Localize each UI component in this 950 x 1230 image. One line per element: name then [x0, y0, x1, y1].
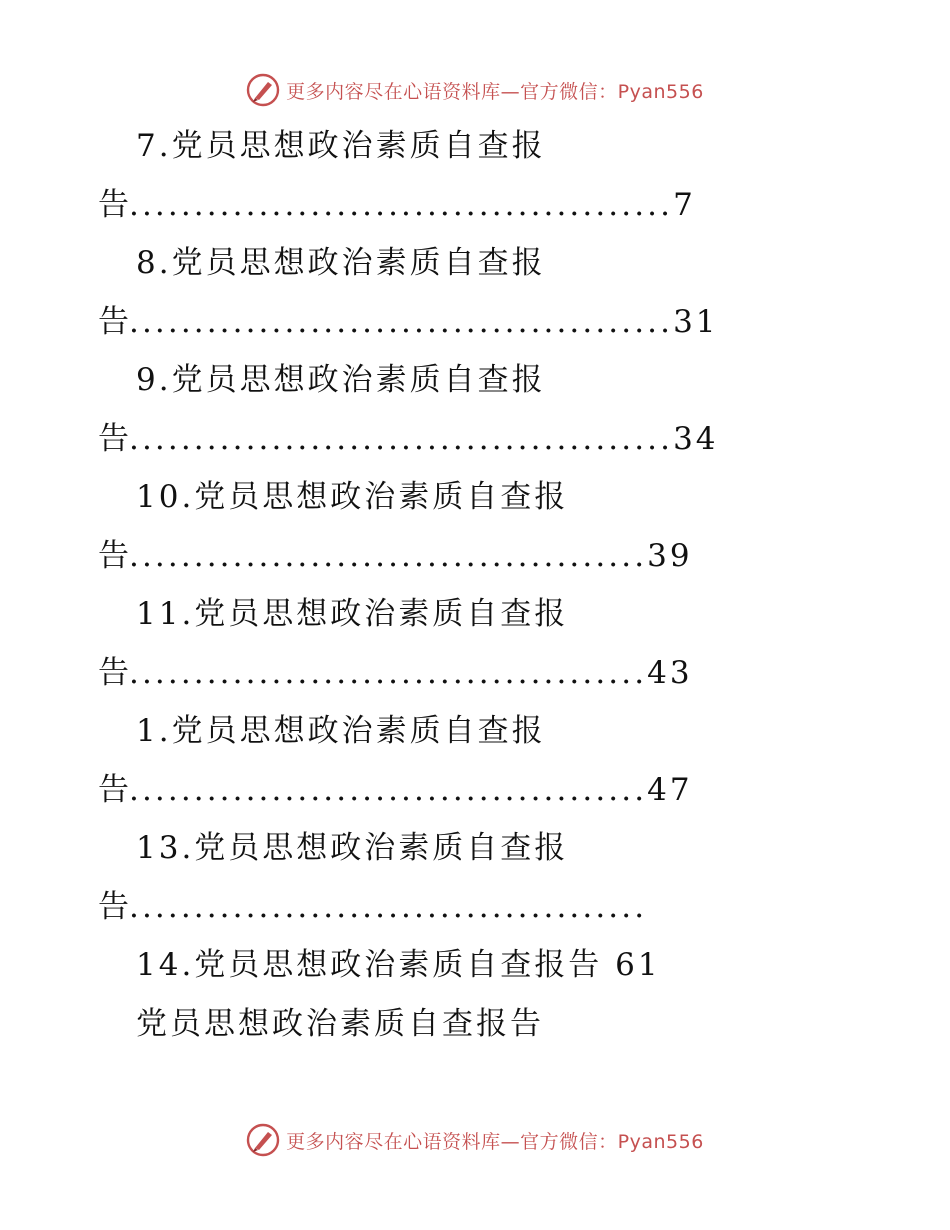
toc-entry-leader [98, 770, 693, 810]
toc-page-number: 34 [673, 421, 719, 457]
toc-entry-leader [98, 653, 693, 693]
toc-entry-leader [98, 302, 719, 342]
toc-entry-tail: 告 [98, 187, 129, 223]
toc-dot-leader: .......................................... [129, 421, 674, 457]
toc-dot-leader: .......................................... [129, 304, 674, 340]
toc-page-number: 43 [647, 655, 693, 691]
quill-pen-logo-icon [246, 1123, 280, 1157]
toc-dot-leader: .......................................... [129, 187, 674, 223]
toc-dot-leader: ........................................ [129, 772, 648, 808]
toc-entry-title: 13.党员思想政治素质自查报 [136, 830, 569, 866]
toc-entry-title: 7.党员思想政治素质自查报 [136, 128, 546, 164]
footer-banner [0, 1120, 950, 1160]
toc-entry-tail: 告 [98, 655, 129, 691]
toc-entry-leader [98, 185, 696, 225]
toc-dot-leader: ........................................ [129, 655, 648, 691]
toc-dot-leader: ........................................ [129, 889, 648, 925]
toc-entry-title: 10.党员思想政治素质自查报 [136, 479, 569, 515]
toc-last-entry: 14.党员思想政治素质自查报告 61 [136, 947, 661, 983]
toc-entry-leader [98, 536, 693, 576]
header-banner-text: 更多内容尽在心语资料库—官方微信：Pyan556 [286, 80, 704, 103]
toc-entry-title: 9.党员思想政治素质自查报 [136, 362, 546, 398]
toc-entry-leader [98, 887, 647, 927]
toc-entry-tail: 告 [98, 538, 129, 574]
document-heading: 党员思想政治素质自查报告 [136, 1006, 544, 1042]
toc-page-number: 31 [673, 304, 719, 340]
toc-page-number: 47 [647, 772, 693, 808]
toc-entry-title: 1.党员思想政治素质自查报 [136, 713, 546, 749]
toc-entry-title: 11.党员思想政治素质自查报 [136, 596, 569, 632]
toc-entry-tail: 告 [98, 421, 129, 457]
toc-page-number: 39 [647, 538, 693, 574]
footer-banner-text: 更多内容尽在心语资料库—官方微信：Pyan556 [286, 1130, 704, 1153]
toc-dot-leader: ........................................ [129, 538, 648, 574]
toc-page-number: 7 [673, 187, 696, 223]
toc-entry-leader [98, 419, 719, 459]
toc-entry-title: 8.党员思想政治素质自查报 [136, 245, 546, 281]
toc-entry-tail: 告 [98, 889, 129, 925]
toc-entry-tail: 告 [98, 772, 129, 808]
toc-entry-tail: 告 [98, 304, 129, 340]
